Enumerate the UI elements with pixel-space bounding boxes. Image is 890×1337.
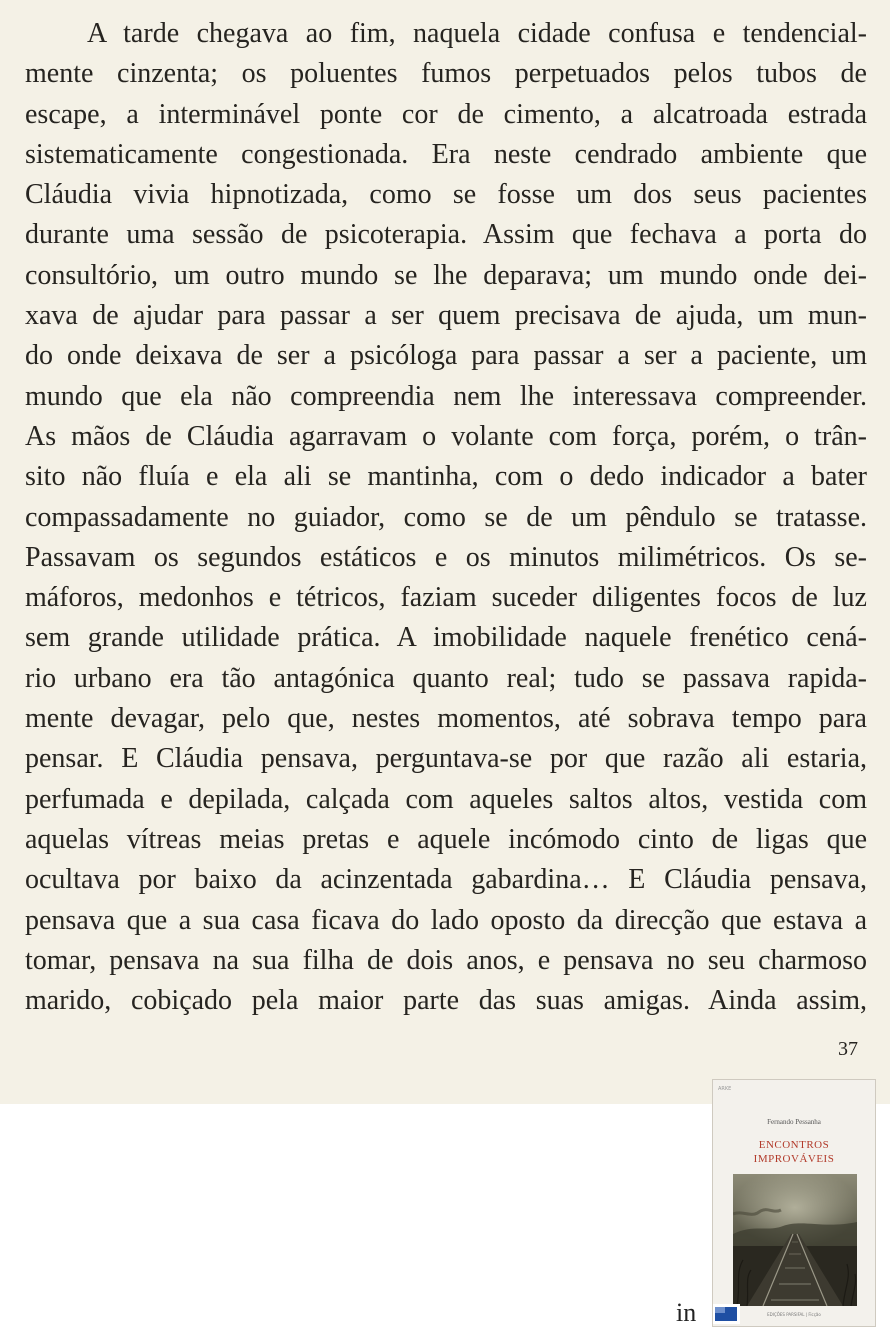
text-line: pensava que a sua casa ficava do lado oposto da direcção que estava a bbox=[25, 904, 867, 936]
text-line: durante uma sessão de psicoterapia. Assim que fechava a porta do bbox=[25, 219, 867, 251]
cover-title-line: ENCONTROS bbox=[758, 1139, 830, 1151]
cover-publisher: EDIÇÕES PARSIFAL | Ficção bbox=[767, 1312, 821, 1317]
text-line: mente devagar, pelo que, nestes momentos, até sobrava tempo para bbox=[25, 703, 867, 735]
text-line: consultório, um outro mundo se lhe deparava; um mundo onde dei- bbox=[25, 259, 867, 291]
cover-series-tag: ARKE bbox=[718, 1086, 732, 1092]
cover-title bbox=[713, 1138, 875, 1166]
text-line: aquelas vítreas meias pretas e aquele incómodo cinto de ligas que bbox=[25, 823, 867, 855]
text-line: do onde deixava de ser a psicóloga para passar a ser a paciente, um bbox=[25, 340, 867, 372]
source-prefix: in bbox=[676, 1298, 697, 1327]
text-line: máforos, medonhos e tétricos, faziam suceder diligentes focos de luz bbox=[25, 582, 867, 614]
text-line: sem grande utilidade prática. A imobilidade naquele frenético cená- bbox=[25, 622, 867, 654]
cover-title-line: IMPROVÁVEIS bbox=[753, 1153, 835, 1165]
railway-landscape-illustration bbox=[733, 1174, 857, 1306]
text-line: perfumada e depilada, calçada com aqueles saltos altos, vestida com bbox=[25, 783, 867, 815]
text-line: A tarde chegava ao fim, naquela cidade confusa e tendencial- bbox=[87, 18, 867, 49]
text-line: xava de ajudar para passar a ser quem precisava de ajuda, um mun- bbox=[25, 300, 867, 332]
text-line: escape, a interminável ponte cor de cimento, a alcatroada estrada bbox=[25, 98, 867, 130]
text-line: mente cinzenta; os poluentes fumos perpetuados pelos tubos de bbox=[25, 58, 867, 90]
page-number: 37 bbox=[838, 1038, 858, 1060]
text-line: sito não fluía e ela ali se mantinha, com o dedo indicador a bater bbox=[25, 461, 867, 493]
text-line: Cláudia vivia hipnotizada, como se fosse um dos seus pacientes bbox=[25, 179, 867, 211]
text-line: rio urbano era tão antagónica quanto real; tudo se passava rapida- bbox=[25, 662, 867, 694]
text-line: Passavam os segundos estáticos e os minutos milimétricos. Os se- bbox=[25, 541, 867, 573]
text-line: pensar. E Cláudia pensava, perguntava-se por que razão ali estaria, bbox=[25, 743, 867, 775]
cover-author: Fernando Pessanha bbox=[767, 1118, 821, 1126]
text-line: sistematicamente congestionada. Era neste cendrado ambiente que bbox=[25, 138, 867, 170]
text-line: As mãos de Cláudia agarravam o volante com força, porém, o trân- bbox=[25, 420, 867, 452]
text-line: compassadamente no guiador, como se de um pêndulo se tratasse. bbox=[25, 501, 867, 533]
blue-badge-icon bbox=[712, 1304, 740, 1324]
text-line: tomar, pensava na sua filha de dois anos, e pensava no seu charmoso bbox=[25, 944, 867, 976]
book-cover-thumbnail[interactable] bbox=[712, 1079, 876, 1327]
text-line: ocultava por baixo da acinzentada gabardina… E Cláudia pensava, bbox=[25, 864, 867, 896]
text-line: marido, cobiçado pela maior parte das suas amigas. Ainda assim, bbox=[25, 985, 867, 1017]
paragraph bbox=[25, 14, 867, 1021]
text-line: mundo que ela não compreendia nem lhe interessava compreender. bbox=[25, 380, 867, 412]
